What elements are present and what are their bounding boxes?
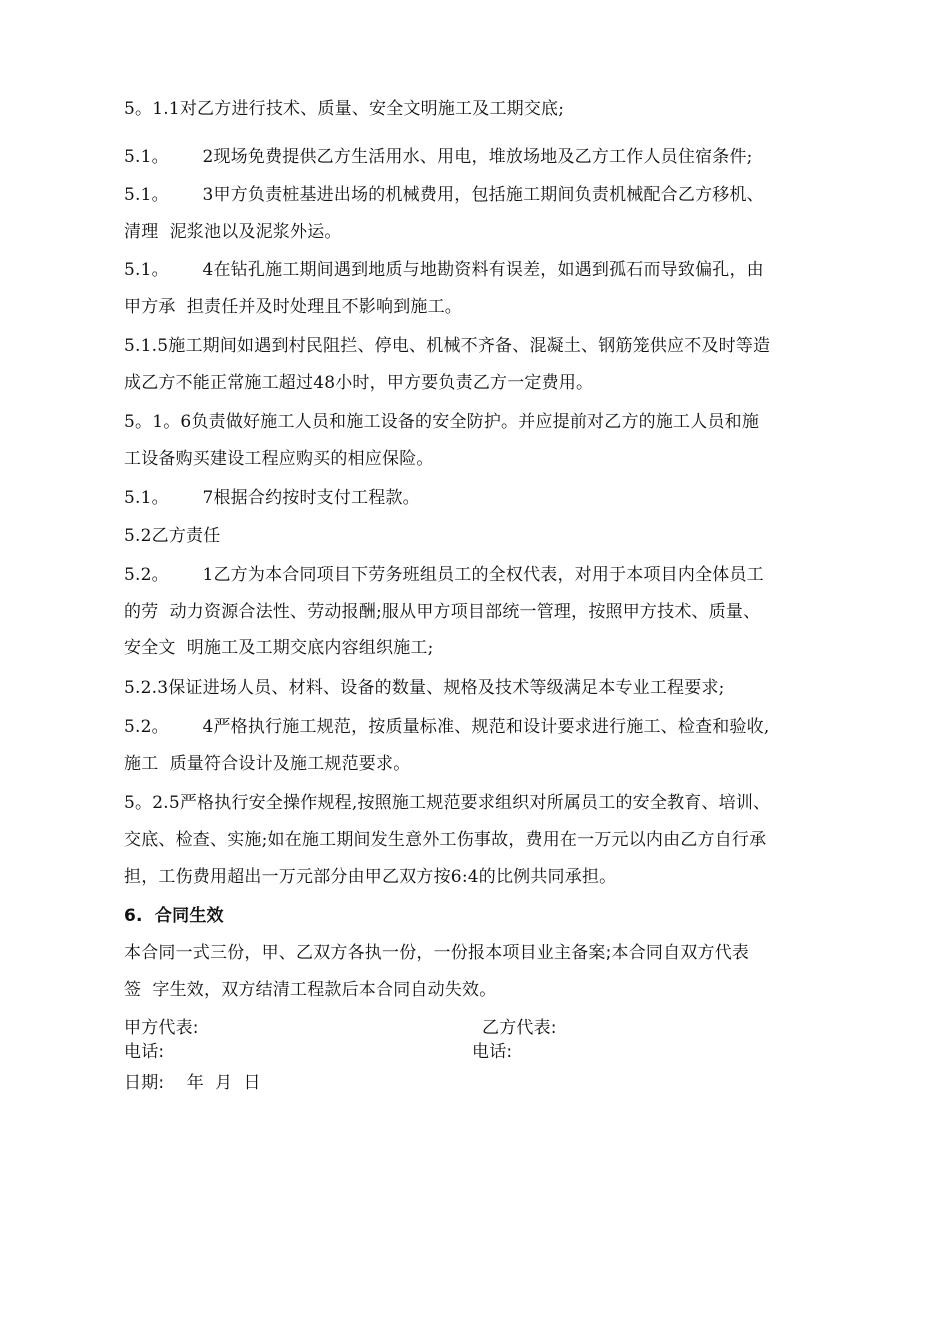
clause-5-1-6-line1: 5。1。6负责做好施工人员和施工设备的安全防护。并应提前对乙方的施工人员和施 xyxy=(124,412,760,432)
clause-5-2-4-line1: 5.2。 4严格执行施工规范，按质量标准、规范和设计要求进行施工、检查和验收, xyxy=(124,717,770,737)
clause-5-2-1-line2: 的劳 动力资源合法性、劳动报酬;服从甲方项目部统一管理，按照甲方技术、质量、 xyxy=(124,602,761,622)
clause-5-2-5-line1: 5。2.5严格执行安全操作规程,按照施工规范要求组织对所属员工的安全教育、培训、 xyxy=(124,793,771,813)
clause-5-2-4-line2: 施工 质量符合设计及施工规范要求。 xyxy=(124,754,411,774)
party-a-phone: 电话: xyxy=(124,1042,165,1062)
clause-5-1-5-line1: 5.1.5施工期间如遇到村民阻拦、停电、机械不齐备、混凝土、钢筋笼供应不及时等造 xyxy=(124,336,771,356)
clause-5-1-3-line2: 清理 泥浆池以及泥浆外运。 xyxy=(124,222,342,242)
clause-5-1-4-line1: 5.1。 4在钻孔施工期间遇到地质与地勘资料有误差，如遇到孤石而导致偏孔，由 xyxy=(124,260,764,280)
party-b-phone: 电话: xyxy=(472,1042,513,1062)
party-a-representative: 甲方代表: xyxy=(124,1018,199,1038)
signing-date: 日期: 年 月 日 xyxy=(124,1073,261,1093)
clause-5-1-2: 5.1。 2现场免费提供乙方生活用水、用电，堆放场地及乙方工作人员住宿条件; xyxy=(124,147,753,167)
section-5-2-heading: 5.2乙方责任 xyxy=(124,526,221,546)
clause-5-1-1: 5。1.1对乙方进行技术、质量、安全文明施工及工期交底; xyxy=(124,99,565,119)
section-6-body-line2: 签 字生效，双方结清工程款后本合同自动失效。 xyxy=(124,980,497,1000)
clause-5-2-3: 5.2.3保证进场人员、材料、设备的数量、规格及技术等级满足本专业工程要求; xyxy=(124,678,725,698)
party-b-representative: 乙方代表: xyxy=(482,1018,557,1038)
clause-5-2-5-line3: 担，工伤费用超出一万元部分由甲乙双方按6:4的比例共同承担。 xyxy=(124,867,617,887)
clause-5-2-1-line3: 安全文 明施工及工期交底内容组织施工; xyxy=(124,638,434,658)
section-6-heading: 6. 合同生效 xyxy=(124,906,224,926)
clause-5-2-1-line1: 5.2。 1乙方为本合同项目下劳务班组员工的全权代表，对用于本项目内全体员工 xyxy=(124,565,764,585)
section-6-body-line1: 本合同一式三份，甲、乙双方各执一份，一份报本项目业主备案;本合同自双方代表 xyxy=(124,943,750,963)
clause-5-1-4-line2: 甲方承 担责任并及时处理且不影响到施工。 xyxy=(124,297,463,317)
clause-5-2-5-line2: 交底、检查、实施;如在施工期间发生意外工伤事故，费用在一万元以内由乙方自行承 xyxy=(124,830,767,850)
clause-5-1-3-line1: 5.1。 3甲方负责桩基进出场的机械费用，包括施工期间负责机械配合乙方移机、 xyxy=(124,185,764,205)
clause-5-1-5-line2: 成乙方不能正常施工超过48小时，甲方要负责乙方一定费用。 xyxy=(124,373,594,393)
clause-5-1-6-line2: 工设备购买建设工程应购买的相应保险。 xyxy=(124,449,434,469)
clause-5-1-7: 5.1。 7根据合约按时支付工程款。 xyxy=(124,488,420,508)
